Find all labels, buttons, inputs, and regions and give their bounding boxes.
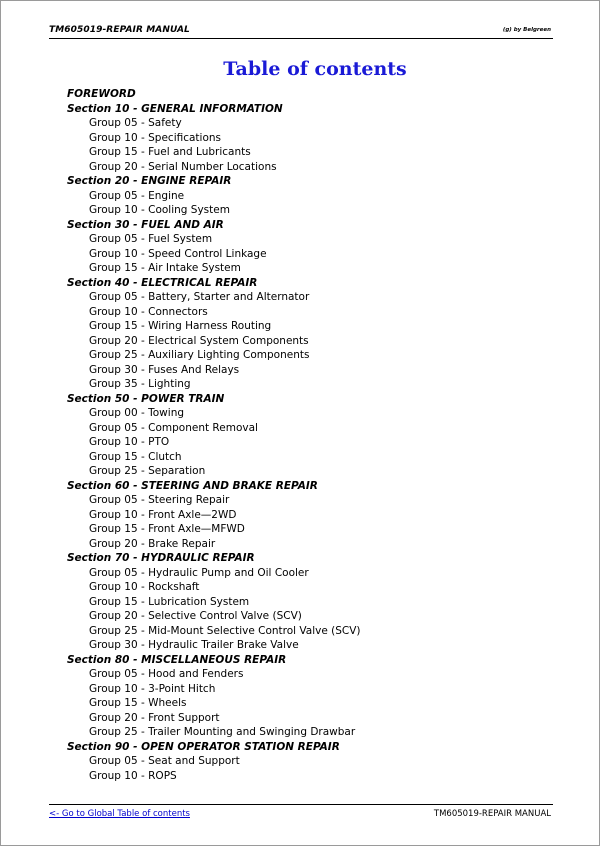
toc-group-link[interactable]: Group 10 - Front Axle—2WD [89, 508, 237, 521]
toc-section-heading[interactable]: Section 50 - POWER TRAIN [67, 392, 225, 405]
toc-group-link[interactable]: Group 10 - Connectors [89, 305, 208, 318]
header-divider [49, 38, 553, 39]
toc-group-link[interactable]: Group 15 - Wiring Harness Routing [89, 320, 272, 332]
toc-group-link[interactable]: Group 05 - Hydraulic Pump and Oil Cooler [89, 566, 309, 579]
footer-manual-title: TM605019-REPAIR MANUAL [433, 809, 551, 819]
header-publisher: (g) by Belgreen [502, 27, 551, 33]
toc-group-link[interactable]: Group 05 - Battery, Starter and Alternator [89, 291, 310, 303]
toc-group-link[interactable]: Group 10 - Specifications [89, 131, 222, 144]
toc-group-link[interactable]: Group 10 - Rockshaft [89, 581, 200, 593]
toc-group-link[interactable]: Group 20 - Brake Repair [89, 537, 216, 550]
global-toc-link[interactable]: <- Go to Global Table of contents [49, 809, 190, 819]
toc-group-link[interactable]: Group 10 - Cooling System [89, 204, 230, 216]
toc-section-heading[interactable]: Section 60 - STEERING AND BRAKE REPAIR [67, 479, 318, 492]
toc-group-link[interactable]: Group 05 - Steering Repair [89, 494, 230, 506]
toc-group-link[interactable]: Group 15 - Front Axle—MFWD [89, 523, 245, 535]
toc-group-link[interactable]: Group 20 - Electrical System Components [89, 334, 309, 347]
toc-group-link[interactable]: Group 15 - Wheels [89, 697, 187, 709]
toc-group-link[interactable]: Group 25 - Separation [89, 465, 206, 477]
toc-group-link[interactable]: Group 05 - Fuel System [89, 233, 213, 245]
toc-section-heading[interactable]: Section 10 - GENERAL INFORMATION [67, 102, 283, 115]
toc-group-link[interactable]: Group 20 - Selective Control Valve (SCV) [89, 610, 302, 622]
toc-group-link[interactable]: Group 05 - Safety [89, 117, 182, 129]
toc-group-link[interactable]: Group 15 - Air Intake System [89, 262, 241, 274]
toc-group-link[interactable]: Group 35 - Lighting [89, 378, 191, 390]
toc-section-heading[interactable]: Section 70 - HYDRAULIC REPAIR [67, 552, 255, 564]
toc-section-heading[interactable]: Section 30 - FUEL AND AIR [67, 218, 224, 231]
toc-group-link[interactable]: Group 10 - ROPS [89, 769, 177, 782]
toc-group-link[interactable]: Group 25 - Mid-Mount Selective Control Valve (SCV) [89, 624, 361, 637]
toc-group-link[interactable]: Group 20 - Front Support [89, 711, 220, 724]
toc-section-heading[interactable]: Section 80 - MISCELLANEOUS REPAIR [67, 653, 287, 666]
toc-group-link[interactable]: Group 10 - 3-Point Hitch [89, 682, 216, 695]
toc-section-heading[interactable]: Section 20 - ENGINE REPAIR [67, 175, 232, 187]
toc-group-link[interactable]: Group 15 - Fuel and Lubricants [89, 146, 251, 158]
toc-section-heading[interactable]: Section 90 - OPEN OPERATOR STATION REPAIR [67, 740, 340, 753]
toc-group-link[interactable]: Group 30 - Fuses And Relays [89, 363, 240, 376]
table-of-contents [67, 87, 567, 783]
toc-group-link[interactable]: Group 05 - Engine [89, 189, 185, 202]
toc-group-link[interactable]: Group 15 - Clutch [89, 450, 182, 463]
toc-group-link[interactable]: Group 30 - Hydraulic Trailer Brake Valve [89, 639, 299, 651]
toc-group-link[interactable]: Group 05 - Hood and Fenders [89, 668, 244, 680]
toc-group-link[interactable]: Group 25 - Trailer Mounting and Swinging Drawbar [89, 726, 356, 738]
footer-divider [49, 804, 553, 805]
toc-group-link[interactable]: Group 15 - Lubrication System [89, 595, 250, 608]
toc-section-heading[interactable]: Section 40 - ELECTRICAL REPAIR [67, 276, 258, 289]
toc-group-link[interactable]: Group 05 - Component Removal [89, 421, 258, 434]
toc-group-link[interactable]: Group 10 - PTO [89, 436, 170, 448]
toc-group-link[interactable]: Group 00 - Towing [89, 407, 185, 419]
toc-group-link[interactable]: Group 10 - Speed Control Linkage [89, 247, 267, 260]
page-title: Table of contents [223, 58, 407, 80]
header-manual-title: TM605019-REPAIR MANUAL [49, 25, 190, 35]
toc-group-link[interactable]: Group 05 - Seat and Support [89, 755, 240, 767]
toc-group-link[interactable]: Group 20 - Serial Number Locations [89, 160, 277, 173]
toc-group-link[interactable]: Group 25 - Auxiliary Lighting Components [89, 349, 310, 361]
toc-section-heading[interactable]: FOREWORD [67, 88, 136, 100]
